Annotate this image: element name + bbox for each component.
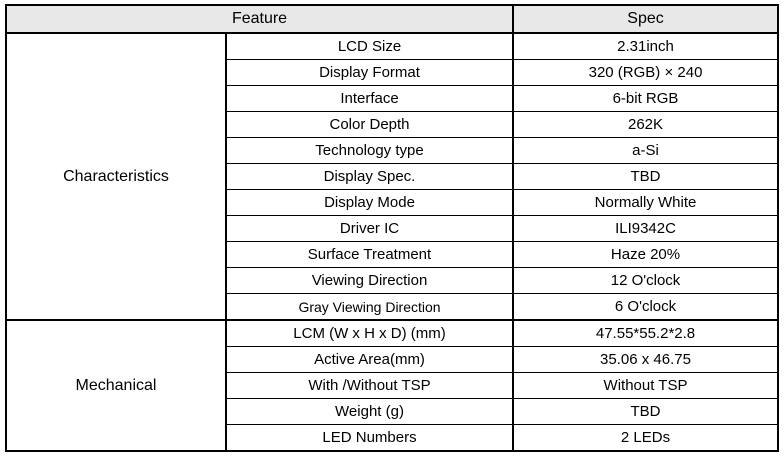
feature-name: LED Numbers [226, 425, 513, 452]
feature-name: Interface [226, 86, 513, 112]
feature-name: Display Format [226, 60, 513, 86]
feature-name: Display Mode [226, 190, 513, 216]
table-row [6, 33, 778, 60]
feature-name: LCM (W x H x D) (mm) [226, 320, 513, 347]
specification-table [5, 4, 779, 452]
feature-value: 6 O'clock [513, 294, 778, 321]
feature-name: With /Without TSP [226, 373, 513, 399]
feature-value: 262K [513, 112, 778, 138]
group-label-mechanical: Mechanical [6, 320, 226, 451]
feature-name: LCD Size [226, 33, 513, 60]
feature-name: Technology type [226, 138, 513, 164]
feature-value: Normally White [513, 190, 778, 216]
feature-name: Viewing Direction [226, 268, 513, 294]
feature-name: Driver IC [226, 216, 513, 242]
feature-value: Haze 20% [513, 242, 778, 268]
table-row [6, 320, 778, 347]
table-header-row [6, 5, 778, 33]
feature-name: Active Area(mm) [226, 347, 513, 373]
feature-value: 47.55*55.2*2.8 [513, 320, 778, 347]
column-header-spec: Spec [513, 5, 778, 33]
feature-name: Color Depth [226, 112, 513, 138]
feature-value: a-Si [513, 138, 778, 164]
feature-value: 12 O'clock [513, 268, 778, 294]
feature-value: 320 (RGB) × 240 [513, 60, 778, 86]
feature-value: 6-bit RGB [513, 86, 778, 112]
feature-name: Display Spec. [226, 164, 513, 190]
feature-name: Surface Treatment [226, 242, 513, 268]
feature-name: Gray Viewing Direction [226, 294, 513, 321]
feature-value: TBD [513, 164, 778, 190]
column-header-feature: Feature [6, 5, 513, 33]
feature-value: 2.31inch [513, 33, 778, 60]
feature-value: ILI9342C [513, 216, 778, 242]
feature-value: TBD [513, 399, 778, 425]
group-label-characteristics: Characteristics [6, 33, 226, 320]
feature-name: Weight (g) [226, 399, 513, 425]
feature-value: Without TSP [513, 373, 778, 399]
feature-value: 2 LEDs [513, 425, 778, 452]
feature-value: 35.06 x 46.75 [513, 347, 778, 373]
